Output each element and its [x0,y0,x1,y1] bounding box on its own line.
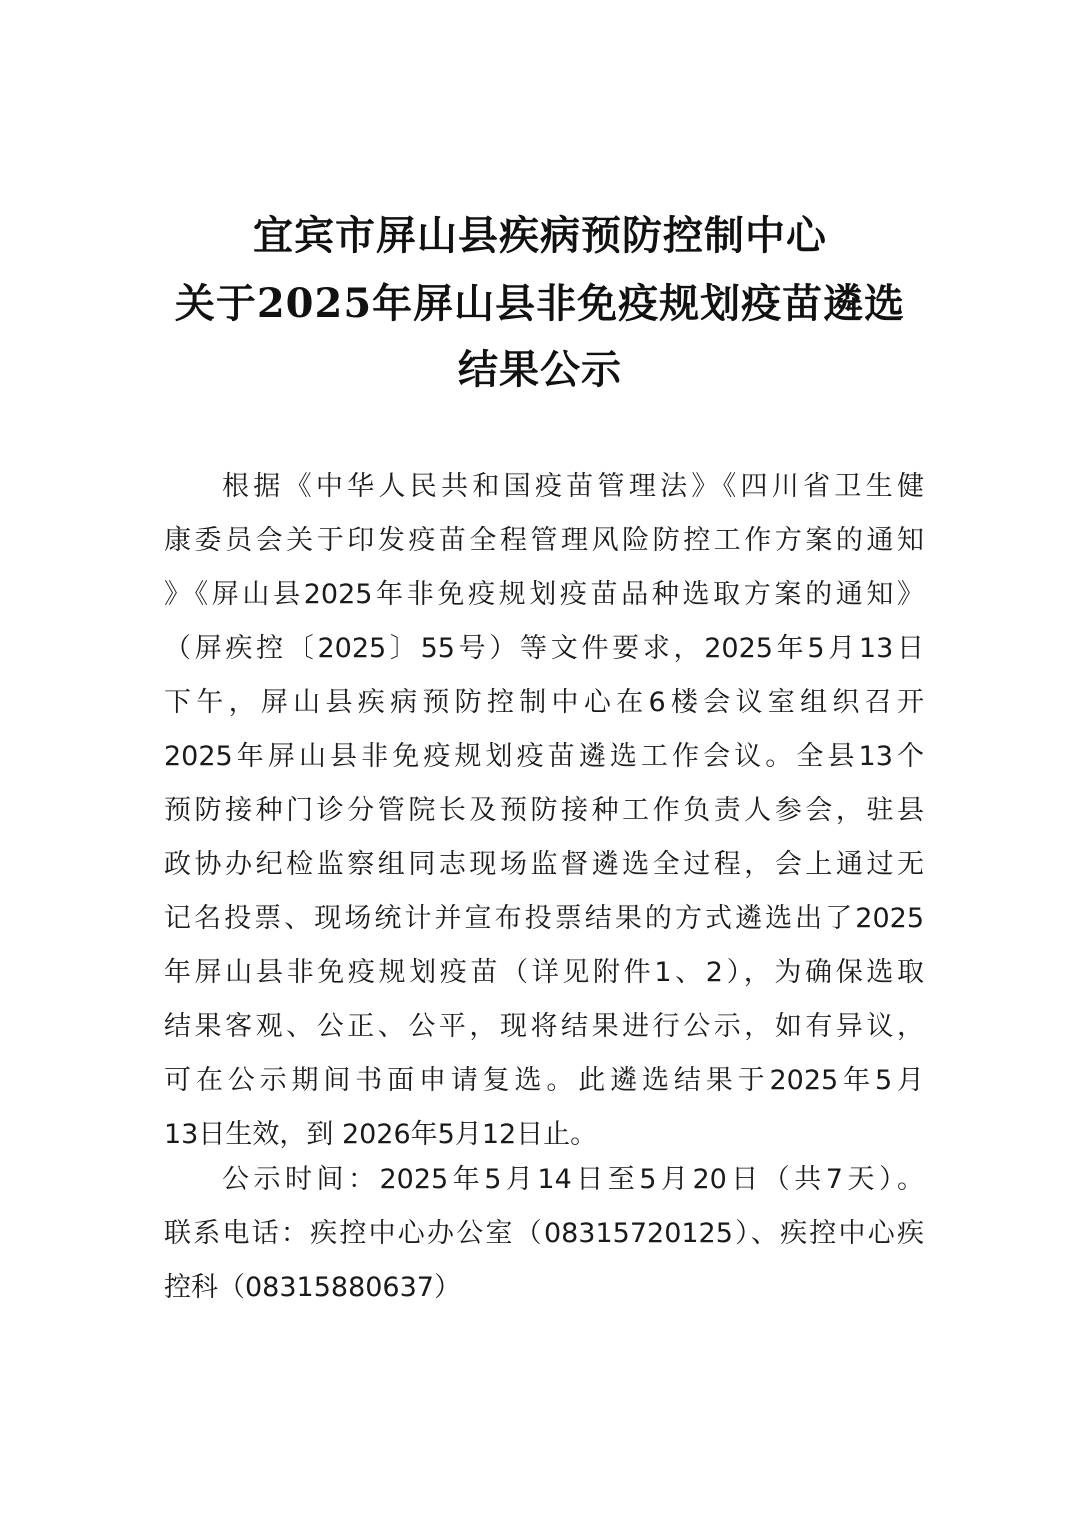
body-line: 》《屏山县2025年非免疫规划疫苗品种选取方案的通知》 [164,579,924,610]
body-line: （屏疾控〔2025〕55号）等文件要求，2025年5月13日 [164,633,924,664]
body-line: 康委员会关于印发疫苗全程管理风险防控工作方案的通知 [164,525,924,556]
body-paragraph-2 [164,1153,924,1315]
contact-phone-line: 联系电话：疾控中心办公室（08315720125）、疾控中心疾 [164,1218,924,1249]
body-line: 根据《中华人民共和国疫苗管理法》《四川省卫生健 [222,471,924,502]
body-line: 结果客观、公正、公平，现将结果进行公示，如有异议， [164,1011,924,1042]
notice-period-line: 公示时间：2025年5月14日至5月20日（共7天）。 [222,1164,924,1195]
document-title-line-2: 关于2025年屏山县非免疫规划疫苗遴选 [174,280,906,327]
document-title-line-3: 结果公示 [458,346,622,393]
body-line: 记名投票、现场统计并宣布投票结果的方式遴选出了2025 [164,903,924,934]
body-line: 13日生效，到 2026年5月12日止。 [164,1119,598,1150]
body-line: 政协办纪检监察组同志现场监督遴选全过程，会上通过无 [164,849,924,880]
body-paragraph-1 [164,460,924,1162]
contact-phone-line: 控科（08315880637） [164,1272,461,1303]
body-line: 下午，屏山县疾病预防控制中心在6楼会议室组织召开 [164,687,924,718]
body-line: 2025年屏山县非免疫规划疫苗遴选工作会议。全县13个 [164,741,924,772]
body-line: 年屏山县非免疫规划疫苗（详见附件1、2），为确保选取 [164,957,924,988]
body-line: 预防接种门诊分管院长及预防接种工作负责人参会，驻县 [164,795,924,826]
document-title-line-1: 宜宾市屏山县疾病预防控制中心 [253,212,827,259]
body-line: 可在公示期间书面申请复选。此遴选结果于2025年5月 [164,1065,924,1096]
